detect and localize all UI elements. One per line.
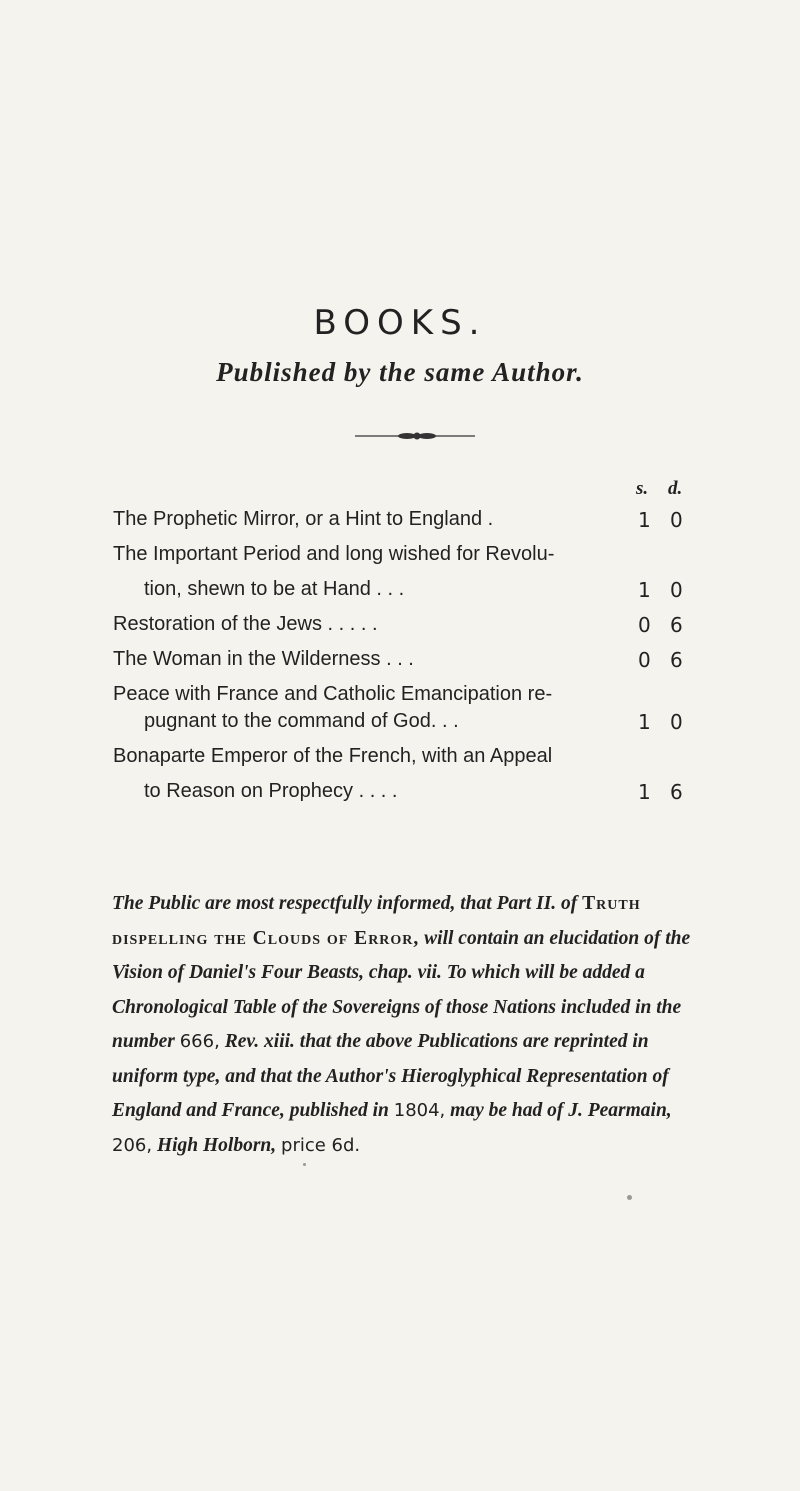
book-title-line: The Woman in the Wilderness . . . — [113, 648, 414, 670]
notice-number: 666, — [179, 1031, 220, 1052]
book-price-pence: 6 — [670, 780, 683, 804]
paper-speck — [303, 1163, 306, 1166]
book-title-line: The Important Period and long wished for Revolu- — [113, 543, 555, 565]
book-price-pence: 6 — [670, 613, 683, 637]
notice-text: High Holborn, — [152, 1134, 282, 1156]
book-price-shillings: 0 — [638, 613, 651, 637]
pence-column-header: d. — [668, 478, 683, 499]
notice-year: 1804, — [393, 1100, 446, 1121]
book-title-line: Restoration of the Jews . . . . . — [113, 613, 378, 635]
book-price-shillings: 1 — [638, 780, 651, 804]
book-title-line: Peace with France and Catholic Emancipation re- — [113, 683, 553, 705]
notice-text: Rev. xiii. that the above Publications are reprinted in uniform type, and that the Author's Hieroglyphical Representation of England and France, published in — [112, 1031, 669, 1121]
notice-title-truth: Truth dispelling the Clouds of Error, — [112, 893, 641, 949]
book-price-shillings: 1 — [638, 578, 651, 602]
book-price-pence: 0 — [670, 508, 683, 532]
book-price-pence: 0 — [670, 710, 683, 734]
book-price-pence: 0 — [670, 578, 683, 602]
book-price-shillings: 1 — [638, 710, 651, 734]
shillings-column-header: s. — [636, 478, 649, 499]
book-title-line: Bonaparte Emperor of the French, with an Appeal — [113, 745, 553, 767]
book-title-line: tion, shewn to be at Hand . . . — [144, 578, 405, 600]
ornament-rule-icon — [355, 430, 475, 442]
book-price-shillings: 1 — [638, 508, 651, 532]
page-title: BOOKS. — [313, 303, 487, 343]
notice-text: The Public are most respectfully informed, that Part II. of — [112, 893, 583, 914]
notice-text: will contain an elucidation of the Vision of Daniel's Four Beasts, chap. vii. To which will be added a Chronological Table of the Sovereigns of those Nations included in the number — [112, 927, 691, 1052]
notice-address-number: 206, — [112, 1134, 153, 1156]
book-price-pence: 6 — [670, 648, 683, 672]
book-price-shillings: 0 — [638, 648, 651, 672]
page-subtitle: Published by the same Author. — [216, 357, 584, 387]
notice-text: may be had of J. Pearmain, — [445, 1100, 672, 1121]
book-title-line: to Reason on Prophecy . . . . — [144, 780, 398, 802]
notice-price: price 6d. — [281, 1134, 361, 1156]
notice-paragraph — [112, 887, 712, 1163]
book-title-line: The Prophetic Mirror, or a Hint to England . — [113, 508, 494, 530]
paper-speck — [627, 1195, 632, 1200]
book-title-line: pugnant to the command of God. . . — [144, 710, 459, 732]
